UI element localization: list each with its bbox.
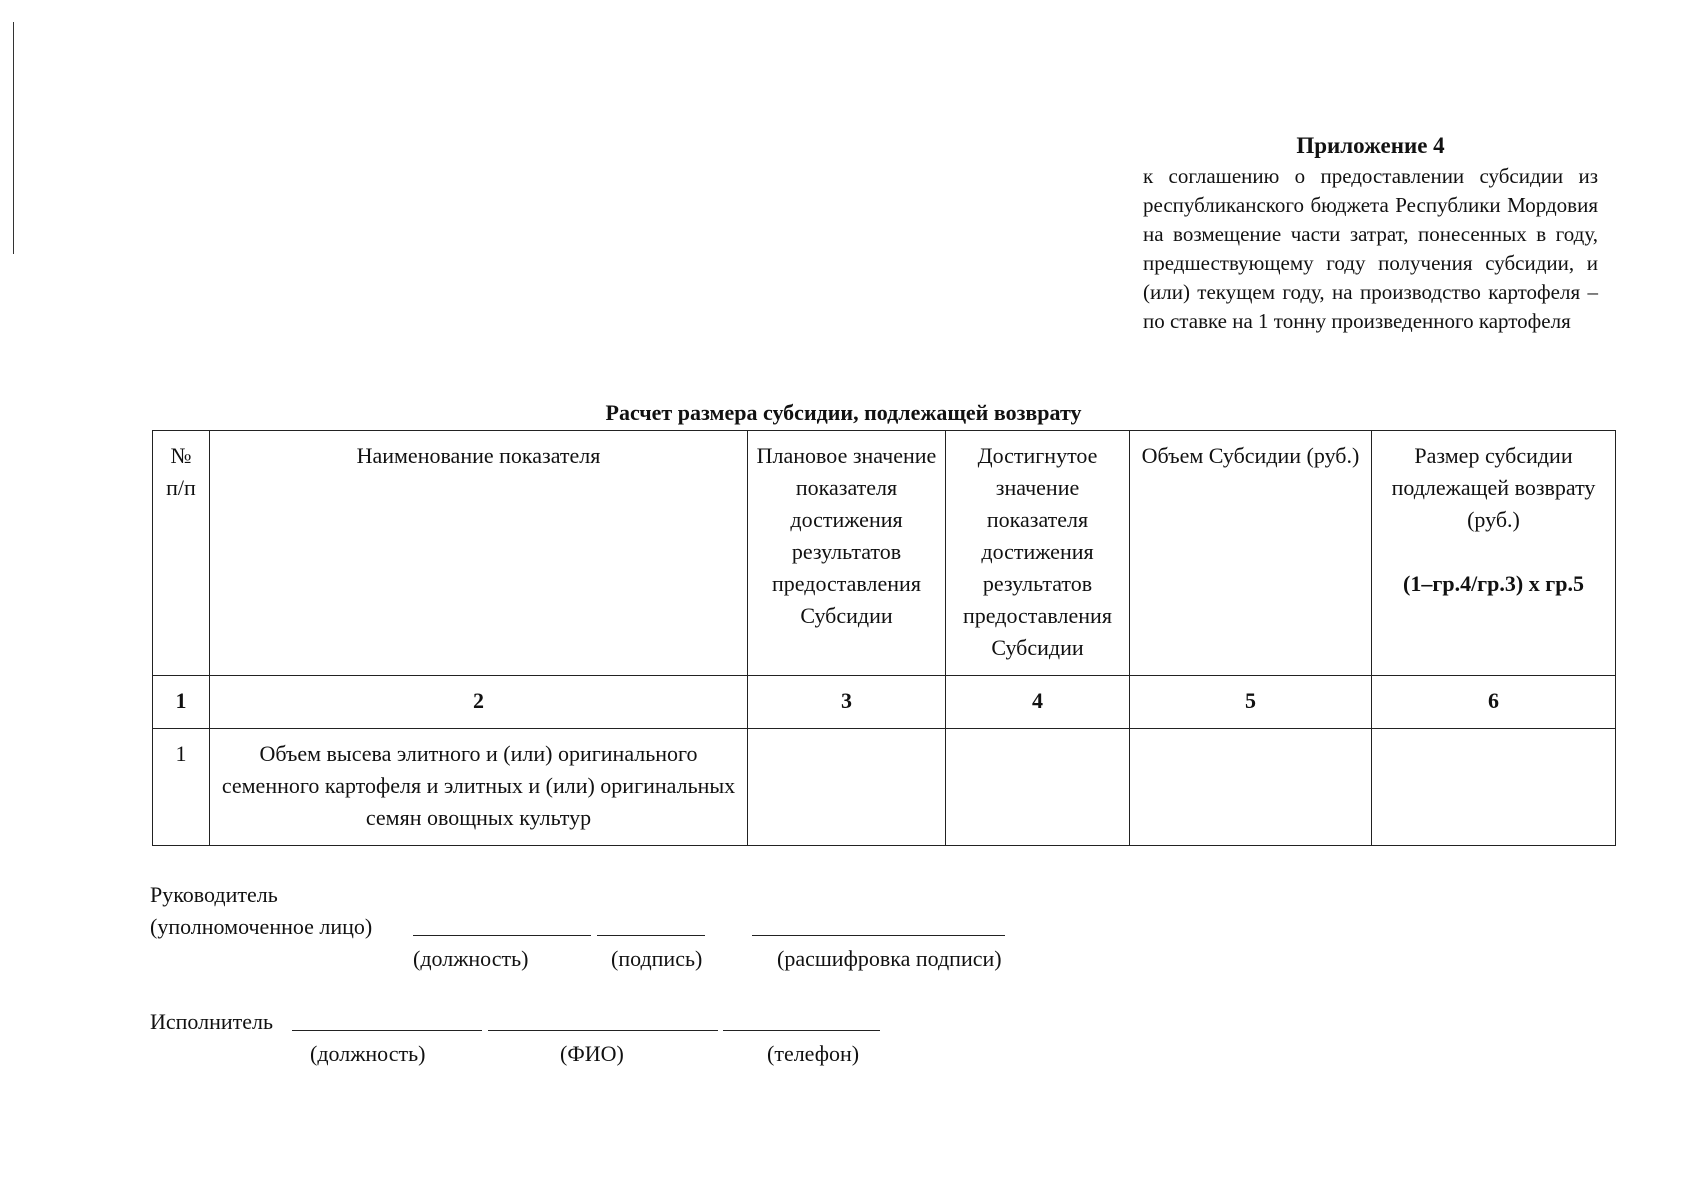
header-refund-label: Размер субсидии подлежащей возврату (руб.): [1391, 443, 1596, 532]
header-indicator-name: Наименование показателя: [210, 431, 748, 676]
executor-phone-line: [723, 1030, 880, 1031]
head-position-caption: (должность): [413, 946, 529, 971]
header-planned-value: Плановое значение показателя достижения результатов предоставления Субсидии: [748, 431, 946, 676]
executor-name-caption: (ФИО): [560, 1041, 624, 1066]
executor-position-caption: (должность): [310, 1041, 426, 1066]
column-number: 2: [210, 676, 748, 729]
head-decoding-caption: (расшифровка подписи): [777, 946, 1002, 971]
appendix-block: [1143, 130, 1598, 336]
column-number: 5: [1130, 676, 1372, 729]
column-number-row: [153, 676, 1616, 729]
row-indicator-name: Объем высева элитного и (или) оригинального семенного картофеля и элитных и (или) оригинальных семян овощных культур: [210, 729, 748, 846]
head-signature-caption: (подпись): [611, 946, 703, 971]
row-achieved-value: [946, 729, 1130, 846]
header-refund-formula: (1–гр.4/гр.3) х гр.5: [1403, 571, 1584, 596]
header-subsidy-volume: Объем Субсидии (руб.): [1130, 431, 1372, 676]
scan-margin-line: [13, 22, 14, 254]
row-subsidy-volume: [1130, 729, 1372, 846]
appendix-text: к соглашению о предоставлении субсидии из республиканского бюджета Республики Мордовия на возмещение части затрат, понесенных в году, предшествующему году получения субсидии, и (или) текущем году, на производство картофеля – по ставке на 1 тонну произведенного картофеля: [1143, 164, 1598, 333]
table-row: [153, 729, 1616, 846]
refund-calculation-table: [152, 430, 1616, 846]
column-number: 6: [1372, 676, 1616, 729]
executor-position-line: [292, 1030, 482, 1031]
head-signature-line: [597, 935, 705, 936]
column-number: 1: [153, 676, 210, 729]
executor-name-line: [488, 1030, 718, 1031]
header-achieved-value: Достигнутое значение показателя достижения результатов предоставления Субсидии: [946, 431, 1130, 676]
row-number: 1: [153, 729, 210, 846]
executor-phone-caption: (телефон): [767, 1041, 860, 1066]
header-refund-amount: [1372, 431, 1616, 676]
head-decoding-line: [752, 935, 1005, 936]
table-title: Расчет размера субсидии, подлежащей возврату: [605, 400, 1082, 425]
head-label: Руководитель: [150, 882, 278, 907]
row-refund-amount: [1372, 729, 1616, 846]
executor-label: Исполнитель: [150, 1009, 274, 1034]
head-label-authorized: (уполномоченное лицо): [150, 914, 373, 939]
table-header-row: [153, 431, 1616, 676]
head-position-line: [413, 935, 591, 936]
column-number: 3: [748, 676, 946, 729]
header-number: № п/п: [153, 431, 210, 676]
column-number: 4: [946, 676, 1130, 729]
appendix-title: Приложение 4: [1296, 133, 1445, 158]
row-planned-value: [748, 729, 946, 846]
